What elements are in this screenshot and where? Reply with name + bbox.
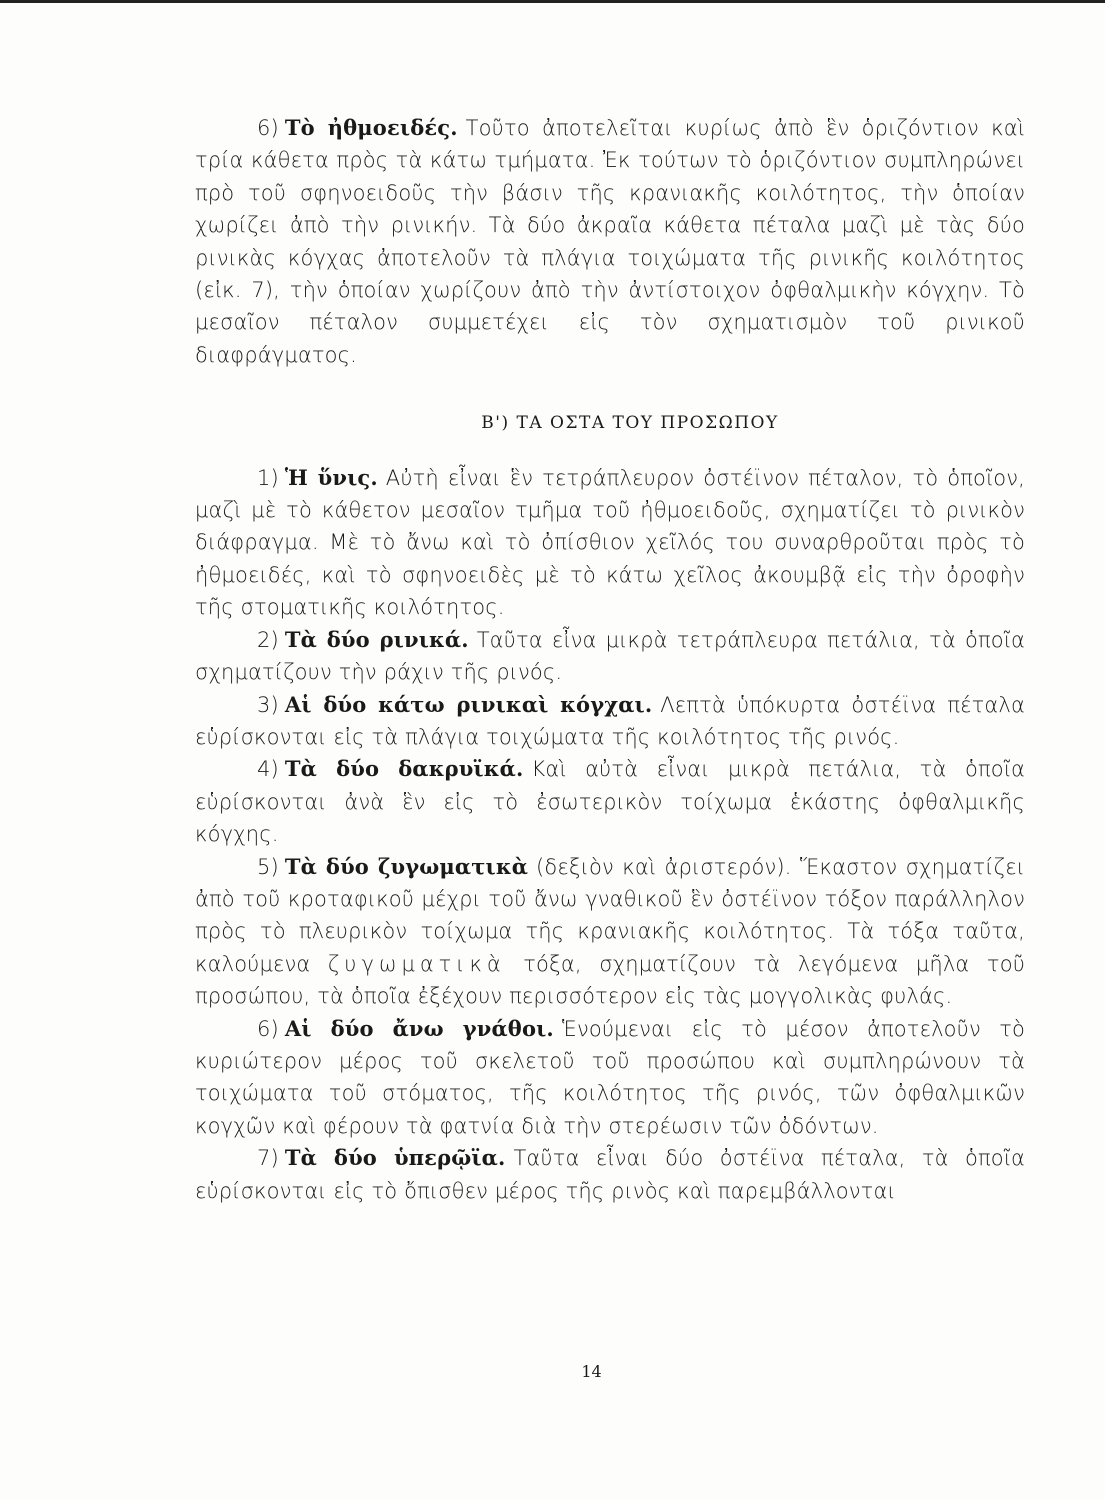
section-heading: Β') ΤΑ ΟΣΤΑ ΤΟΥ ΠΡΟΣΩΠΟΥ — [481, 413, 779, 434]
paragraph-heading: Τὰ δύο ζυγωματικὰ — [284, 853, 529, 879]
page-body — [195, 112, 1025, 1207]
paragraph-text: Ταῦτα εἶναι δύο ὀστέϊνα πέταλα, τὰ ὁποῖα εὑρίσκονται εἰς τὸ ὄπισθεν μέρος τῆς ρινὸς καὶ παρεμβάλλονται — [195, 1146, 1025, 1203]
paragraph-text: Ἑνούμεναι εἰς τὸ μέσον ἀποτελοῦν τὸ κυριώτερον μέρος τοῦ σκελετοῦ τοῦ προσώπου καὶ συμπληρώνουν τὰ τοιχώματα τοῦ στόματος, τῆς κοιλότητος τῆς ρινός, τῶν ὀφθαλμικῶν κογχῶν καὶ φέρουν τὰ φατνία διὰ τὴν στερέωσιν τῶν ὀδόντων. — [195, 1016, 1025, 1138]
paragraph-lacrimal-bones — [195, 753, 1025, 850]
paragraph-text: Ταῦτα εἶνα μικρὰ τετράπλευρα πετάλια, τὰ ὁποῖα σχηματίζουν τὴν ράχιν τῆς ρινός. — [195, 627, 1026, 685]
paragraph-number: 4) — [257, 757, 279, 782]
paragraph-number: 3) — [257, 692, 279, 717]
paragraph-text: Καὶ αὐτὰ εἶναι μικρὰ πετάλια, τὰ ὁποῖα εὑρίσκονται ἀνὰ ἓν εἰς τὸ ἐσωτερικὸν τοίχωμα ἑκάστης ὀφθαλμικῆς κόγχης. — [195, 757, 1025, 847]
paragraph-heading: Τὸ ἠθμοειδές. — [284, 115, 458, 140]
scan-top-border — [0, 0, 1105, 3]
paragraph-number: 6) — [257, 1016, 279, 1041]
paragraph-heading: Τὰ δύο ρινικά. — [284, 626, 469, 652]
paragraph-maxillae — [195, 1013, 1025, 1143]
paragraph-text: Τοῦτο ἀποτελεῖται κυρίως ἀπὸ ἓν ὁριζόντιον καὶ τρία κάθετα πρὸς τὰ κάτω τμήματα. Ἐκ τούτων τὸ ὁριζόντιον συμπληρώνει πρὸ τοῦ σφηνοειδοῦς τὴν βάσιν τῆς κρανιακῆς κοιλότητος, τὴν ὁποίαν χωρίζει ἀπὸ τὴν ρινικήν. Τὰ δύο ἀκραῖα κάθετα πέταλα μαζὶ μὲ τὰς δύο ρινικὰς κόγχας ἀποτελοῦν τὰ πλάγια τοιχώματα τῆς ρινικῆς κοιλότητος (εἰκ. 7), τὴν ὁποίαν χωρίζουν ἀπὸ τὴν ἀντίστοιχον ὀφθαλμικὴν κόγχην. Τὸ μεσαῖον πέταλον συμμετέχει εἰς τὸν σχηματισμὸν τοῦ ρινικοῦ διαφράγματος. — [195, 116, 1025, 367]
paragraph-inferior-conchae — [195, 689, 1025, 754]
paragraph-heading: Ἡ ὕνις. — [284, 464, 378, 490]
paragraph-text: Λεπτὰ ὑπόκυρτα ὀστέϊνα πέταλα εὑρίσκονται εἰς τὰ πλάγια τοιχώματα τῆς κοιλότητος τῆς ρινός. — [195, 692, 1025, 749]
paragraph-number: 7) — [257, 1146, 279, 1171]
paragraph-number: 6) — [257, 116, 279, 140]
paragraph-text-continued: τόξα, σχηματίζουν τὰ λεγόμενα μῆλα τοῦ προσώπου, τὰ ὁποῖα ἐξέχουν περισσότερον εἰς τὰς μογγολικὰς φυλάς. — [195, 951, 1025, 1009]
paragraph-palatine-bones — [195, 1142, 1025, 1207]
spaced-term: ζυγωματικὰ — [327, 951, 506, 976]
paragraph-nasal-bones — [195, 624, 1025, 689]
page-number: 14 — [581, 1362, 602, 1381]
paragraph-number: 5) — [257, 854, 279, 879]
paragraph-vomer — [195, 462, 1025, 624]
paragraph-number: 1) — [257, 465, 279, 490]
paragraph-heading: Αἱ δύο ἄνω γνάθοι. — [284, 1015, 554, 1041]
paragraph-heading: Τὰ δύο ὑπερῷϊα. — [284, 1145, 506, 1171]
paragraph-heading: Τὰ δύο δακρυϊκά. — [284, 756, 524, 782]
paragraph-ethmoid — [195, 112, 1025, 371]
paragraph-zygomatic-bones — [195, 851, 1025, 1013]
paragraph-text: (δεξιὸν καὶ ἀριστερόν). Ἕκαστον σχηματίζει ἀπὸ τοῦ κροταφικοῦ μέχρι τοῦ ἄνω γναθικοῦ ἓν ὀστέϊνον τόξον παράλληλον πρὸς τὸ πλευρικὸν τοίχωμα τῆς κρανιακῆς κοιλότητος. Τὰ τόξα ταῦτα, καλούμενα — [195, 854, 1026, 976]
paragraph-number: 2) — [257, 627, 279, 652]
paragraph-heading: Αἱ δύο κάτω ρινικαὶ κόγχαι. — [284, 691, 653, 717]
paragraph-text: Αὐτὴ εἶναι ἓν τετράπλευρον ὀστέϊνον πέταλον, τὸ ὁποῖον, μαζὶ μὲ τὸ κάθετον μεσαῖον τμῆμα τοῦ ἠθμοειδοῦς, σχηματίζει τὸ ρινικὸν διάφραγμα. Μὲ τὸ ἄνω καὶ τὸ ὀπίσθιον χεῖλός του συναρθροῦται πρὸς τὸ ἠθμοειδές, καὶ τὸ σφηνοειδὲς μὲ τὸ κάτω χεῖλος ἀκουμβᾷ εἰς τὴν ὀροφὴν τῆς στοματικῆς κοιλότητος. — [195, 465, 1025, 620]
